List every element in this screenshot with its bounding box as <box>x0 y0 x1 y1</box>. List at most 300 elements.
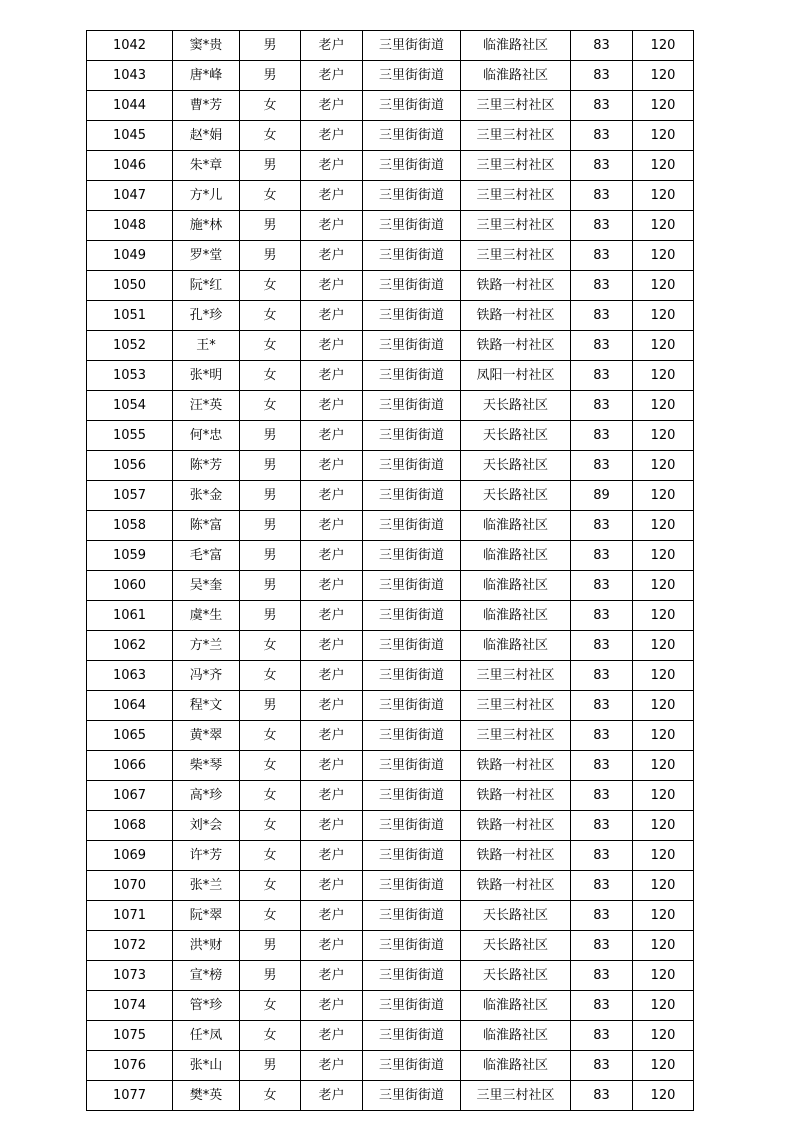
serial-number-cell: 1071 <box>87 901 173 931</box>
gender-cell: 男 <box>240 421 301 451</box>
name-cell: 洪*财 <box>173 931 240 961</box>
amount-a-cell: 83 <box>571 91 633 121</box>
table-row <box>87 541 694 571</box>
serial-number-cell: 1060 <box>87 571 173 601</box>
community-cell: 临淮路社区 <box>461 1051 571 1081</box>
household-type-cell: 老户 <box>301 901 363 931</box>
serial-number-cell: 1047 <box>87 181 173 211</box>
gender-cell: 男 <box>240 961 301 991</box>
amount-a-cell: 83 <box>571 121 633 151</box>
serial-number-cell: 1061 <box>87 601 173 631</box>
gender-cell: 男 <box>240 1051 301 1081</box>
household-type-cell: 老户 <box>301 991 363 1021</box>
amount-a-cell: 83 <box>571 211 633 241</box>
serial-number-cell: 1057 <box>87 481 173 511</box>
household-type-cell: 老户 <box>301 91 363 121</box>
household-type-cell: 老户 <box>301 121 363 151</box>
street-cell: 三里街街道 <box>363 331 461 361</box>
serial-number-cell: 1068 <box>87 811 173 841</box>
serial-number-cell: 1049 <box>87 241 173 271</box>
community-cell: 铁路一村社区 <box>461 841 571 871</box>
amount-a-cell: 83 <box>571 31 633 61</box>
gender-cell: 女 <box>240 631 301 661</box>
household-type-cell: 老户 <box>301 751 363 781</box>
table-row <box>87 841 694 871</box>
name-cell: 虞*生 <box>173 601 240 631</box>
street-cell: 三里街街道 <box>363 61 461 91</box>
amount-b-cell: 120 <box>633 721 694 751</box>
table-row <box>87 961 694 991</box>
table-row <box>87 511 694 541</box>
amount-b-cell: 120 <box>633 601 694 631</box>
name-cell: 孔*珍 <box>173 301 240 331</box>
household-type-cell: 老户 <box>301 61 363 91</box>
community-cell: 三里三村社区 <box>461 121 571 151</box>
name-cell: 冯*齐 <box>173 661 240 691</box>
community-cell: 天长路社区 <box>461 481 571 511</box>
serial-number-cell: 1054 <box>87 391 173 421</box>
amount-a-cell: 83 <box>571 781 633 811</box>
gender-cell: 女 <box>240 781 301 811</box>
serial-number-cell: 1064 <box>87 691 173 721</box>
street-cell: 三里街街道 <box>363 1051 461 1081</box>
amount-b-cell: 120 <box>633 661 694 691</box>
gender-cell: 女 <box>240 331 301 361</box>
table-row <box>87 271 694 301</box>
serial-number-cell: 1056 <box>87 451 173 481</box>
serial-number-cell: 1070 <box>87 871 173 901</box>
serial-number-cell: 1052 <box>87 331 173 361</box>
amount-a-cell: 83 <box>571 391 633 421</box>
serial-number-cell: 1044 <box>87 91 173 121</box>
name-cell: 汪*英 <box>173 391 240 421</box>
amount-a-cell: 83 <box>571 361 633 391</box>
community-cell: 三里三村社区 <box>461 721 571 751</box>
table-row <box>87 871 694 901</box>
amount-b-cell: 120 <box>633 691 694 721</box>
table-row <box>87 61 694 91</box>
amount-a-cell: 83 <box>571 331 633 361</box>
amount-b-cell: 120 <box>633 1081 694 1111</box>
gender-cell: 女 <box>240 901 301 931</box>
street-cell: 三里街街道 <box>363 121 461 151</box>
amount-b-cell: 120 <box>633 331 694 361</box>
amount-a-cell: 83 <box>571 1081 633 1111</box>
community-cell: 铁路一村社区 <box>461 271 571 301</box>
gender-cell: 男 <box>240 151 301 181</box>
street-cell: 三里街街道 <box>363 631 461 661</box>
household-type-cell: 老户 <box>301 451 363 481</box>
street-cell: 三里街街道 <box>363 781 461 811</box>
amount-a-cell: 83 <box>571 601 633 631</box>
serial-number-cell: 1055 <box>87 421 173 451</box>
amount-b-cell: 120 <box>633 211 694 241</box>
gender-cell: 男 <box>240 451 301 481</box>
amount-b-cell: 120 <box>633 31 694 61</box>
table-row <box>87 421 694 451</box>
household-type-cell: 老户 <box>301 601 363 631</box>
serial-number-cell: 1051 <box>87 301 173 331</box>
amount-b-cell: 120 <box>633 391 694 421</box>
gender-cell: 男 <box>240 601 301 631</box>
table-row <box>87 571 694 601</box>
household-type-cell: 老户 <box>301 151 363 181</box>
name-cell: 陈*芳 <box>173 451 240 481</box>
household-type-cell: 老户 <box>301 211 363 241</box>
name-cell: 何*忠 <box>173 421 240 451</box>
amount-a-cell: 83 <box>571 721 633 751</box>
name-cell: 王* <box>173 331 240 361</box>
amount-a-cell: 83 <box>571 241 633 271</box>
serial-number-cell: 1074 <box>87 991 173 1021</box>
household-type-cell: 老户 <box>301 481 363 511</box>
gender-cell: 男 <box>240 571 301 601</box>
community-cell: 临淮路社区 <box>461 571 571 601</box>
name-cell: 任*凤 <box>173 1021 240 1051</box>
street-cell: 三里街街道 <box>363 571 461 601</box>
amount-a-cell: 89 <box>571 481 633 511</box>
name-cell: 樊*英 <box>173 1081 240 1111</box>
community-cell: 凤阳一村社区 <box>461 361 571 391</box>
name-cell: 朱*章 <box>173 151 240 181</box>
name-cell: 黄*翠 <box>173 721 240 751</box>
street-cell: 三里街街道 <box>363 541 461 571</box>
street-cell: 三里街街道 <box>363 511 461 541</box>
roster-table <box>86 30 694 1111</box>
name-cell: 毛*富 <box>173 541 240 571</box>
household-type-cell: 老户 <box>301 301 363 331</box>
gender-cell: 男 <box>240 61 301 91</box>
household-type-cell: 老户 <box>301 181 363 211</box>
amount-a-cell: 83 <box>571 421 633 451</box>
street-cell: 三里街街道 <box>363 301 461 331</box>
community-cell: 临淮路社区 <box>461 1021 571 1051</box>
street-cell: 三里街街道 <box>363 961 461 991</box>
community-cell: 三里三村社区 <box>461 691 571 721</box>
amount-b-cell: 120 <box>633 301 694 331</box>
serial-number-cell: 1050 <box>87 271 173 301</box>
community-cell: 铁路一村社区 <box>461 301 571 331</box>
street-cell: 三里街街道 <box>363 181 461 211</box>
amount-b-cell: 120 <box>633 91 694 121</box>
community-cell: 天长路社区 <box>461 421 571 451</box>
community-cell: 三里三村社区 <box>461 91 571 121</box>
street-cell: 三里街街道 <box>363 1081 461 1111</box>
gender-cell: 男 <box>240 691 301 721</box>
amount-b-cell: 120 <box>633 271 694 301</box>
street-cell: 三里街街道 <box>363 481 461 511</box>
amount-a-cell: 83 <box>571 541 633 571</box>
community-cell: 临淮路社区 <box>461 31 571 61</box>
name-cell: 张*明 <box>173 361 240 391</box>
table-row <box>87 721 694 751</box>
gender-cell: 男 <box>240 481 301 511</box>
name-cell: 高*珍 <box>173 781 240 811</box>
household-type-cell: 老户 <box>301 781 363 811</box>
name-cell: 许*芳 <box>173 841 240 871</box>
table-row <box>87 661 694 691</box>
table-row <box>87 301 694 331</box>
table-row <box>87 211 694 241</box>
household-type-cell: 老户 <box>301 511 363 541</box>
amount-b-cell: 120 <box>633 751 694 781</box>
serial-number-cell: 1059 <box>87 541 173 571</box>
community-cell: 临淮路社区 <box>461 991 571 1021</box>
street-cell: 三里街街道 <box>363 661 461 691</box>
table-row <box>87 931 694 961</box>
household-type-cell: 老户 <box>301 721 363 751</box>
table-row <box>87 241 694 271</box>
household-type-cell: 老户 <box>301 421 363 451</box>
street-cell: 三里街街道 <box>363 841 461 871</box>
gender-cell: 男 <box>240 541 301 571</box>
name-cell: 宣*榜 <box>173 961 240 991</box>
street-cell: 三里街街道 <box>363 871 461 901</box>
community-cell: 天长路社区 <box>461 451 571 481</box>
table-row <box>87 91 694 121</box>
street-cell: 三里街街道 <box>363 991 461 1021</box>
name-cell: 张*兰 <box>173 871 240 901</box>
amount-b-cell: 120 <box>633 121 694 151</box>
community-cell: 三里三村社区 <box>461 211 571 241</box>
household-type-cell: 老户 <box>301 811 363 841</box>
amount-a-cell: 83 <box>571 751 633 781</box>
household-type-cell: 老户 <box>301 271 363 301</box>
table-row <box>87 601 694 631</box>
amount-a-cell: 83 <box>571 1051 633 1081</box>
gender-cell: 女 <box>240 181 301 211</box>
amount-b-cell: 120 <box>633 1051 694 1081</box>
gender-cell: 女 <box>240 391 301 421</box>
household-type-cell: 老户 <box>301 871 363 901</box>
table-row <box>87 331 694 361</box>
community-cell: 天长路社区 <box>461 391 571 421</box>
table-row <box>87 691 694 721</box>
amount-b-cell: 120 <box>633 991 694 1021</box>
gender-cell: 女 <box>240 271 301 301</box>
amount-b-cell: 120 <box>633 931 694 961</box>
name-cell: 施*林 <box>173 211 240 241</box>
gender-cell: 男 <box>240 31 301 61</box>
amount-b-cell: 120 <box>633 481 694 511</box>
name-cell: 张*山 <box>173 1051 240 1081</box>
household-type-cell: 老户 <box>301 1021 363 1051</box>
community-cell: 天长路社区 <box>461 961 571 991</box>
amount-b-cell: 120 <box>633 1021 694 1051</box>
street-cell: 三里街街道 <box>363 31 461 61</box>
table-row <box>87 991 694 1021</box>
gender-cell: 女 <box>240 301 301 331</box>
amount-b-cell: 120 <box>633 241 694 271</box>
name-cell: 赵*娟 <box>173 121 240 151</box>
amount-a-cell: 83 <box>571 511 633 541</box>
household-type-cell: 老户 <box>301 331 363 361</box>
gender-cell: 女 <box>240 841 301 871</box>
gender-cell: 女 <box>240 661 301 691</box>
table-row <box>87 481 694 511</box>
street-cell: 三里街街道 <box>363 691 461 721</box>
name-cell: 程*文 <box>173 691 240 721</box>
table-row <box>87 121 694 151</box>
serial-number-cell: 1069 <box>87 841 173 871</box>
name-cell: 窦*贵 <box>173 31 240 61</box>
community-cell: 三里三村社区 <box>461 241 571 271</box>
table-row <box>87 781 694 811</box>
amount-a-cell: 83 <box>571 571 633 601</box>
serial-number-cell: 1045 <box>87 121 173 151</box>
name-cell: 方*儿 <box>173 181 240 211</box>
amount-a-cell: 83 <box>571 991 633 1021</box>
amount-a-cell: 83 <box>571 661 633 691</box>
amount-a-cell: 83 <box>571 151 633 181</box>
community-cell: 三里三村社区 <box>461 661 571 691</box>
street-cell: 三里街街道 <box>363 1021 461 1051</box>
serial-number-cell: 1076 <box>87 1051 173 1081</box>
table-row <box>87 1081 694 1111</box>
amount-a-cell: 83 <box>571 841 633 871</box>
street-cell: 三里街街道 <box>363 721 461 751</box>
amount-b-cell: 120 <box>633 451 694 481</box>
serial-number-cell: 1042 <box>87 31 173 61</box>
amount-b-cell: 120 <box>633 181 694 211</box>
amount-a-cell: 83 <box>571 181 633 211</box>
amount-a-cell: 83 <box>571 1021 633 1051</box>
amount-a-cell: 83 <box>571 961 633 991</box>
amount-b-cell: 120 <box>633 61 694 91</box>
household-type-cell: 老户 <box>301 1051 363 1081</box>
household-type-cell: 老户 <box>301 1081 363 1111</box>
gender-cell: 女 <box>240 991 301 1021</box>
serial-number-cell: 1063 <box>87 661 173 691</box>
amount-b-cell: 120 <box>633 901 694 931</box>
amount-a-cell: 83 <box>571 871 633 901</box>
serial-number-cell: 1058 <box>87 511 173 541</box>
serial-number-cell: 1067 <box>87 781 173 811</box>
community-cell: 三里三村社区 <box>461 1081 571 1111</box>
amount-b-cell: 120 <box>633 871 694 901</box>
gender-cell: 女 <box>240 871 301 901</box>
amount-b-cell: 120 <box>633 541 694 571</box>
table-row <box>87 751 694 781</box>
table-row <box>87 151 694 181</box>
street-cell: 三里街街道 <box>363 931 461 961</box>
amount-b-cell: 120 <box>633 631 694 661</box>
community-cell: 临淮路社区 <box>461 511 571 541</box>
amount-a-cell: 83 <box>571 931 633 961</box>
table-row <box>87 1021 694 1051</box>
community-cell: 临淮路社区 <box>461 61 571 91</box>
street-cell: 三里街街道 <box>363 361 461 391</box>
household-type-cell: 老户 <box>301 391 363 421</box>
name-cell: 阮*翠 <box>173 901 240 931</box>
name-cell: 方*兰 <box>173 631 240 661</box>
gender-cell: 女 <box>240 121 301 151</box>
gender-cell: 男 <box>240 931 301 961</box>
household-type-cell: 老户 <box>301 631 363 661</box>
table-row <box>87 451 694 481</box>
serial-number-cell: 1072 <box>87 931 173 961</box>
gender-cell: 女 <box>240 91 301 121</box>
street-cell: 三里街街道 <box>363 421 461 451</box>
serial-number-cell: 1046 <box>87 151 173 181</box>
name-cell: 曹*芳 <box>173 91 240 121</box>
gender-cell: 男 <box>240 211 301 241</box>
amount-a-cell: 83 <box>571 61 633 91</box>
gender-cell: 女 <box>240 1081 301 1111</box>
street-cell: 三里街街道 <box>363 391 461 421</box>
roster-body <box>87 31 694 1111</box>
community-cell: 三里三村社区 <box>461 151 571 181</box>
name-cell: 陈*富 <box>173 511 240 541</box>
gender-cell: 女 <box>240 811 301 841</box>
serial-number-cell: 1073 <box>87 961 173 991</box>
serial-number-cell: 1053 <box>87 361 173 391</box>
street-cell: 三里街街道 <box>363 811 461 841</box>
name-cell: 罗*堂 <box>173 241 240 271</box>
amount-b-cell: 120 <box>633 511 694 541</box>
street-cell: 三里街街道 <box>363 901 461 931</box>
amount-b-cell: 120 <box>633 781 694 811</box>
household-type-cell: 老户 <box>301 961 363 991</box>
amount-b-cell: 120 <box>633 361 694 391</box>
street-cell: 三里街街道 <box>363 601 461 631</box>
street-cell: 三里街街道 <box>363 241 461 271</box>
household-type-cell: 老户 <box>301 241 363 271</box>
gender-cell: 女 <box>240 751 301 781</box>
household-type-cell: 老户 <box>301 691 363 721</box>
street-cell: 三里街街道 <box>363 211 461 241</box>
name-cell: 张*金 <box>173 481 240 511</box>
table-row <box>87 811 694 841</box>
community-cell: 临淮路社区 <box>461 601 571 631</box>
table-row <box>87 181 694 211</box>
community-cell: 天长路社区 <box>461 901 571 931</box>
gender-cell: 女 <box>240 721 301 751</box>
table-row <box>87 31 694 61</box>
serial-number-cell: 1075 <box>87 1021 173 1051</box>
amount-a-cell: 83 <box>571 691 633 721</box>
table-row <box>87 631 694 661</box>
gender-cell: 女 <box>240 1021 301 1051</box>
community-cell: 天长路社区 <box>461 931 571 961</box>
table-row <box>87 901 694 931</box>
name-cell: 唐*峰 <box>173 61 240 91</box>
amount-b-cell: 120 <box>633 571 694 601</box>
street-cell: 三里街街道 <box>363 271 461 301</box>
name-cell: 吴*奎 <box>173 571 240 601</box>
amount-a-cell: 83 <box>571 451 633 481</box>
street-cell: 三里街街道 <box>363 91 461 121</box>
household-type-cell: 老户 <box>301 361 363 391</box>
name-cell: 阮*红 <box>173 271 240 301</box>
household-type-cell: 老户 <box>301 661 363 691</box>
household-type-cell: 老户 <box>301 931 363 961</box>
gender-cell: 男 <box>240 241 301 271</box>
amount-b-cell: 120 <box>633 811 694 841</box>
amount-b-cell: 120 <box>633 841 694 871</box>
serial-number-cell: 1065 <box>87 721 173 751</box>
serial-number-cell: 1077 <box>87 1081 173 1111</box>
street-cell: 三里街街道 <box>363 751 461 781</box>
community-cell: 铁路一村社区 <box>461 751 571 781</box>
amount-a-cell: 83 <box>571 271 633 301</box>
street-cell: 三里街街道 <box>363 151 461 181</box>
serial-number-cell: 1062 <box>87 631 173 661</box>
community-cell: 铁路一村社区 <box>461 811 571 841</box>
household-type-cell: 老户 <box>301 541 363 571</box>
table-row <box>87 1051 694 1081</box>
serial-number-cell: 1066 <box>87 751 173 781</box>
